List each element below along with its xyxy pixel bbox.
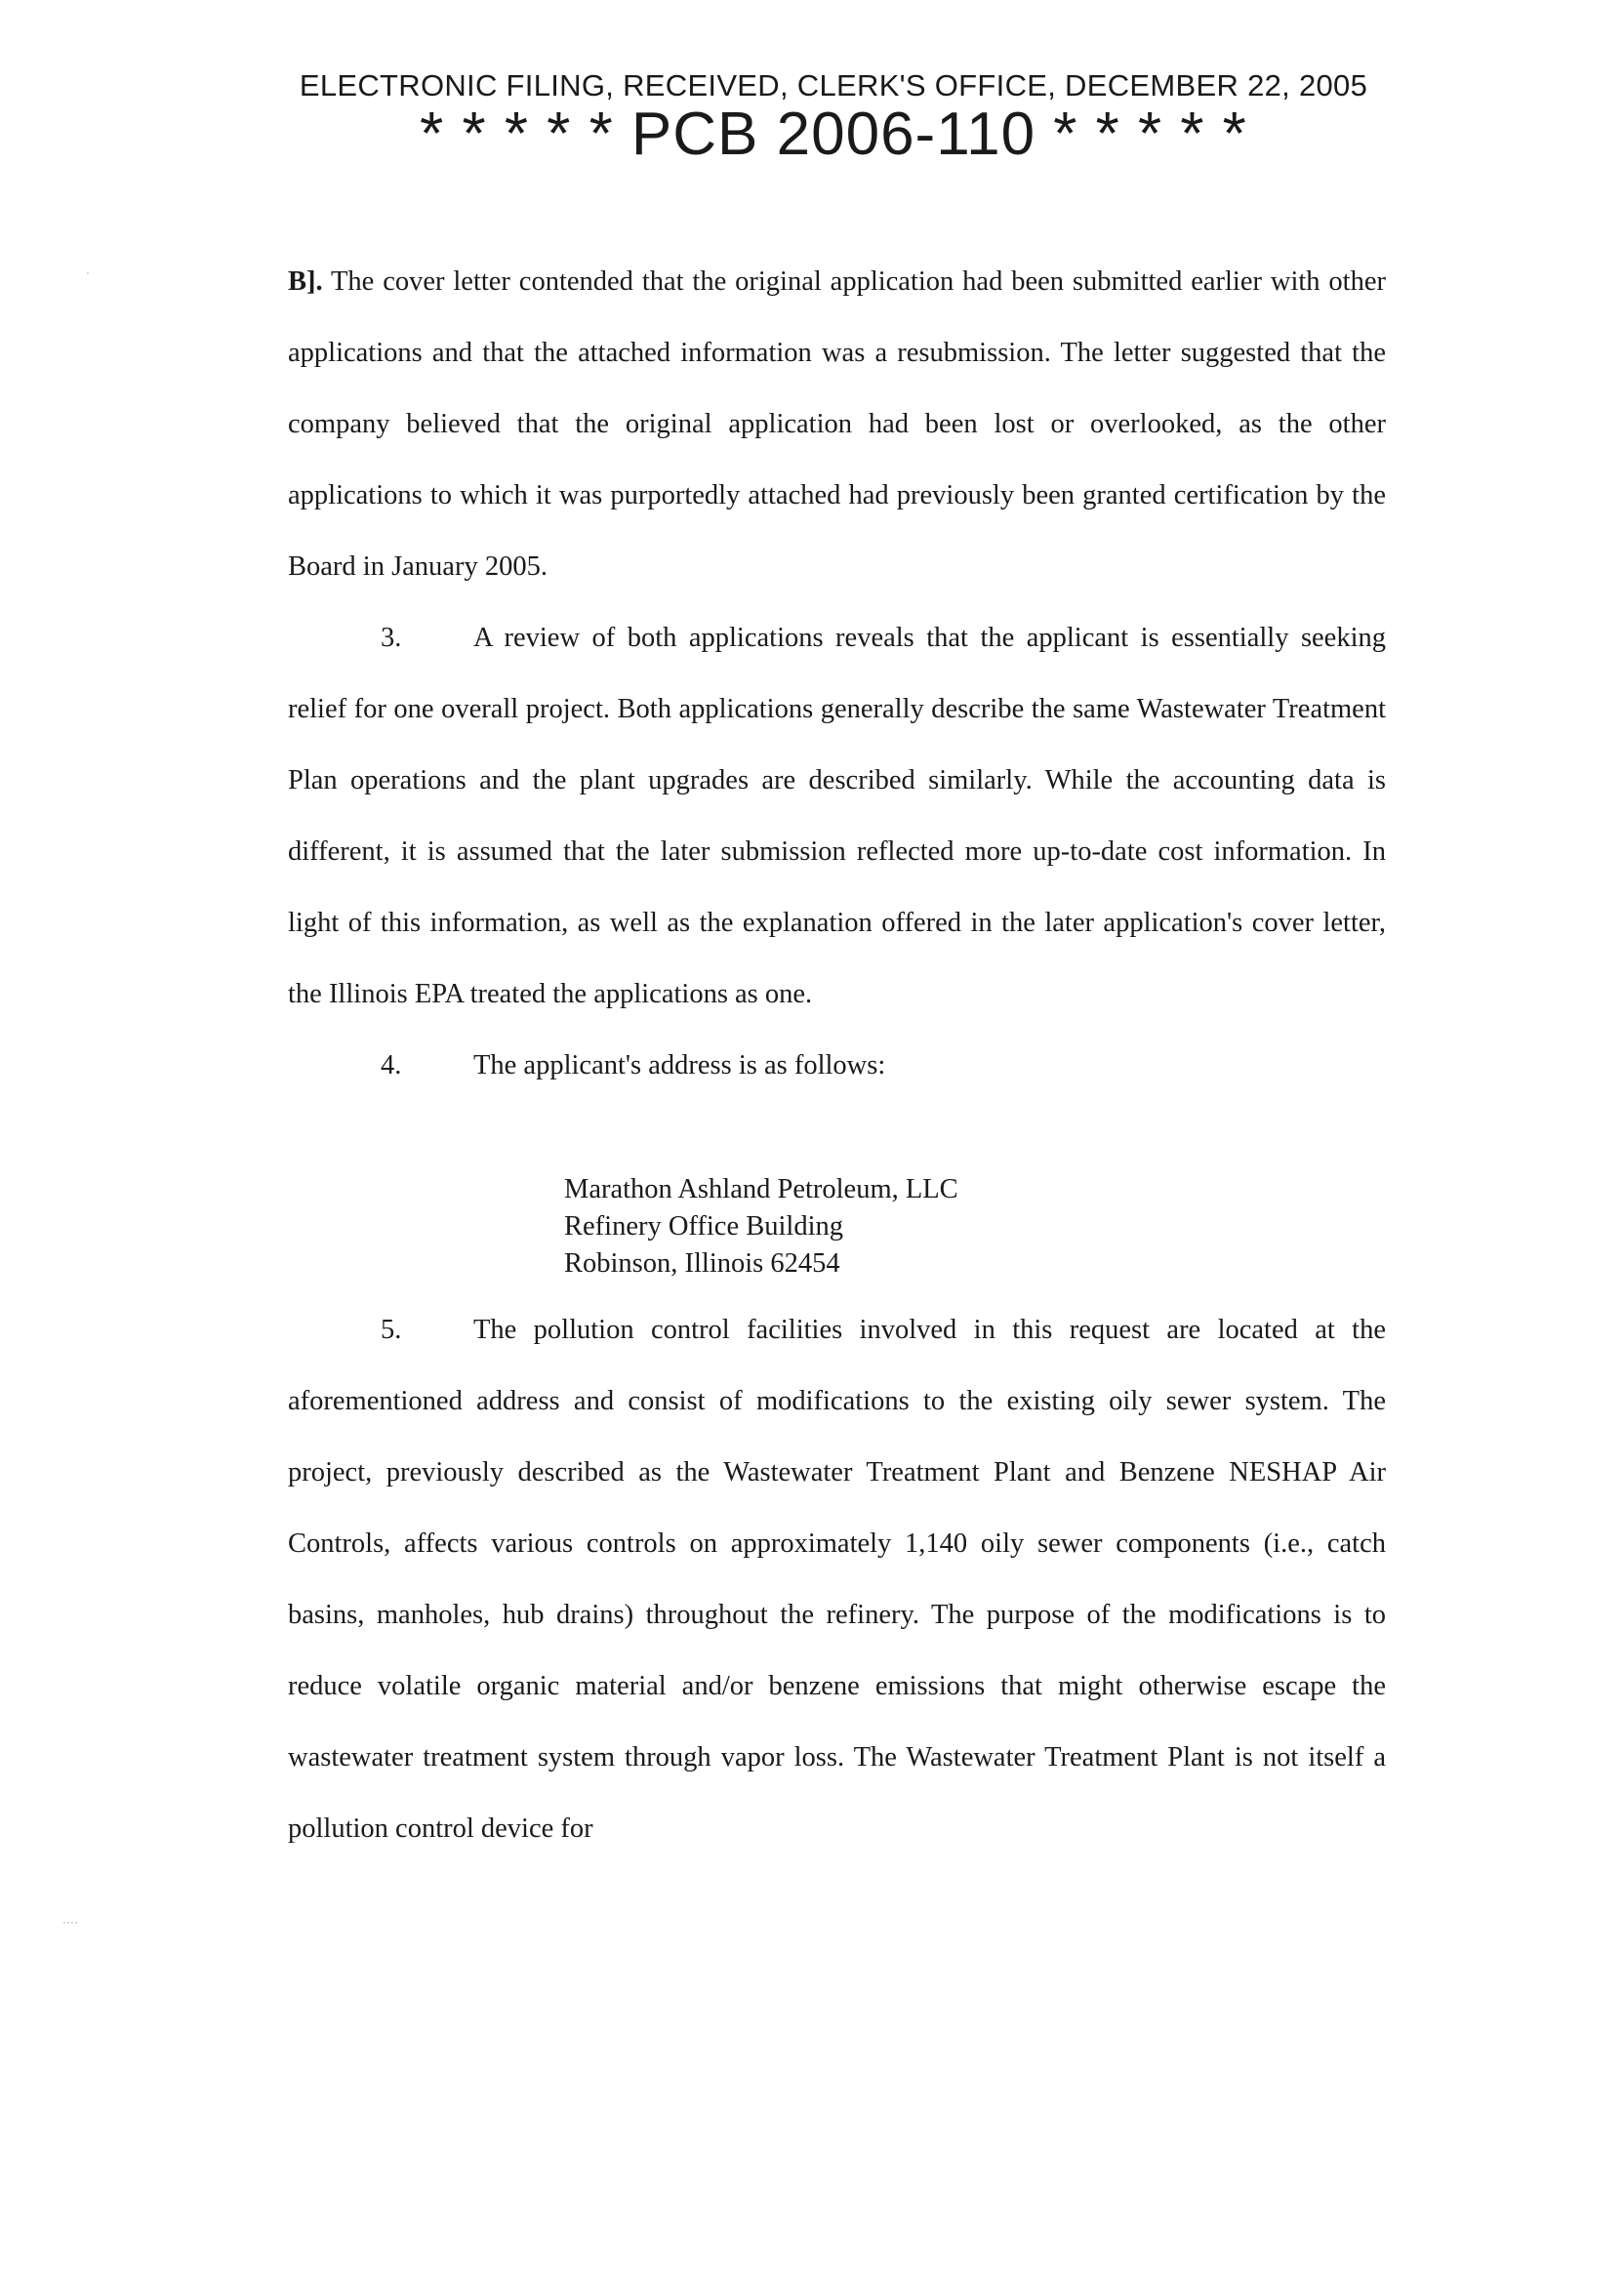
paragraph-number: 5. bbox=[381, 1315, 402, 1345]
applicant-address-block bbox=[564, 1171, 958, 1283]
paragraph-text: The applicant's address is as follows: bbox=[473, 1050, 886, 1080]
paragraph-text: A review of both applications reveals that the applicant is essentially seeking relief for one overall project. Both applications generally describe the same Wastewater Treatment Plan operations and the plant upgrades are described similarly. While the accounting data is different, it is assumed that the later submission reflected more up-to-date cost information. In light of this information, as well as the explanation offered in the later application's cover letter, the Illinois EPA treated the applications as one. bbox=[288, 623, 1386, 1009]
scan-artifact: ···· bbox=[62, 1915, 78, 1929]
paragraph-4 bbox=[288, 1030, 1386, 1101]
paragraph-marker: B]. bbox=[288, 266, 323, 297]
document-body bbox=[288, 246, 1386, 1101]
document-body-continued bbox=[288, 1294, 1386, 1864]
case-number-banner: * * * * * PCB 2006-110 * * * * * bbox=[420, 101, 1247, 168]
address-line: Refinery Office Building bbox=[564, 1211, 843, 1242]
address-line: Marathon Ashland Petroleum, LLC bbox=[564, 1174, 958, 1204]
paragraph-5 bbox=[288, 1294, 1386, 1864]
paragraph-number: 4. bbox=[381, 1050, 402, 1080]
scan-artifact: · bbox=[86, 265, 90, 279]
paragraph-text: The cover letter contended that the original application had been submitted earlier with other applications and that the attached information was a resubmission. The letter suggested that the company believed that the original application had been lost or overlooked, as the other applications to which it was purportedly attached had previously been granted certification by the Board in January 2005. bbox=[288, 266, 1386, 582]
paragraph-3 bbox=[288, 602, 1386, 1030]
paragraph-number: 3. bbox=[381, 623, 402, 653]
paragraph-b1 bbox=[288, 246, 1386, 602]
address-line: Robinson, Illinois 62454 bbox=[564, 1248, 840, 1279]
paragraph-text: The pollution control facilities involved in this request are located at the aforementioned address and consist of modifications to the existing oily sewer system. The project, previously described as the Wastewater Treatment Plant and Benzene NESHAP Air Controls, affects various controls on approximately 1,140 oily sewer components (i.e., catch basins, manholes, hub drains) throughout the refinery. The purpose of the modifications is to reduce volatile organic material and/or benzene emissions that might otherwise escape the wastewater treatment system through vapor loss. The Wastewater Treatment Plant is not itself a pollution control device for bbox=[288, 1315, 1386, 1844]
filing-stamp-line: ELECTRONIC FILING, RECEIVED, CLERK'S OFFICE, DECEMBER 22, 2005 bbox=[299, 68, 1368, 102]
